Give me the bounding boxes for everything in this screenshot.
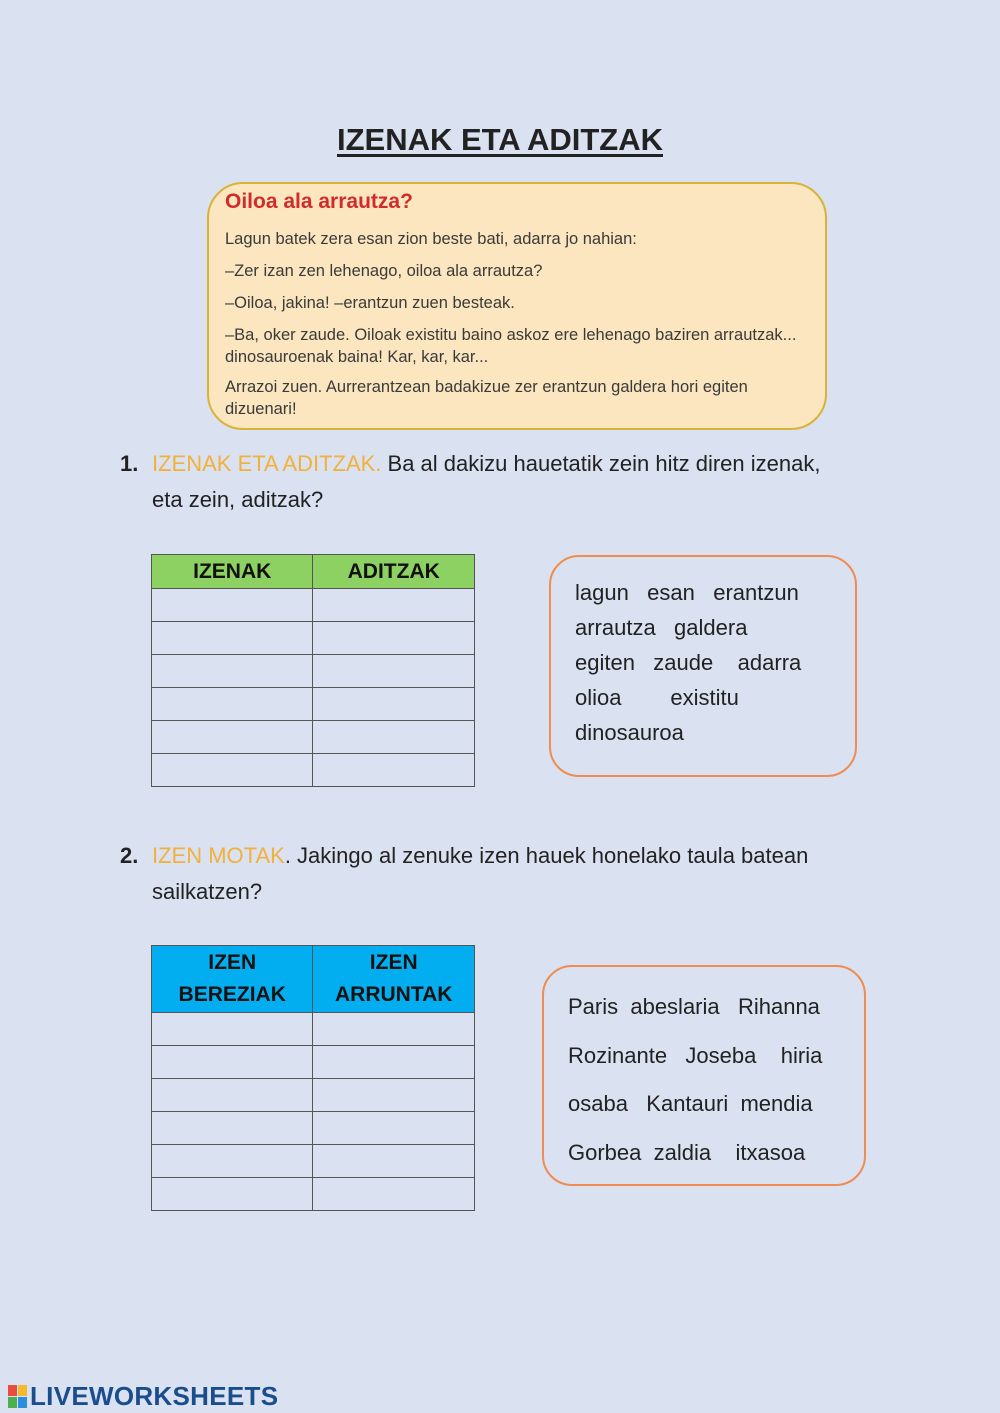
exercise1-text-line2: eta zein, aditzak? bbox=[152, 487, 324, 512]
word-bank-line: dinosauroa bbox=[575, 720, 684, 745]
answer-cell[interactable] bbox=[313, 1013, 475, 1046]
word-bank-2 bbox=[542, 965, 866, 1186]
word-bank-line: arrautza galdera bbox=[575, 615, 748, 640]
answer-cell[interactable] bbox=[152, 1145, 313, 1178]
story-line: –Zer izan zen lehenago, oiloa ala arrautza? bbox=[225, 262, 543, 280]
answer-cell[interactable] bbox=[313, 1112, 475, 1145]
exercise2-number: 2. bbox=[120, 843, 139, 868]
word-bank-line: Paris abeslaria Rihanna bbox=[568, 994, 820, 1019]
exercise2-text: . Jakingo al zenuke izen hauek honelako taula batean bbox=[284, 843, 809, 868]
table-header-izen-bereziak bbox=[152, 946, 313, 1013]
table-header-aditzak: ADITZAK bbox=[313, 555, 475, 589]
liveworksheets-logo[interactable] bbox=[8, 1381, 278, 1412]
answer-cell[interactable] bbox=[313, 589, 475, 622]
header-line: BEREZIAK bbox=[178, 983, 286, 1006]
answer-cell[interactable] bbox=[152, 688, 313, 721]
answer-cell[interactable] bbox=[152, 589, 313, 622]
table-row bbox=[152, 754, 475, 787]
answer-cell[interactable] bbox=[152, 1013, 313, 1046]
exercise1-highlight: IZENAK ETA ADITZAK. bbox=[152, 451, 382, 476]
header-line: ARRUNTAK bbox=[335, 983, 453, 1006]
story-box bbox=[207, 182, 827, 430]
answer-cell[interactable] bbox=[313, 1145, 475, 1178]
table-row bbox=[152, 1178, 475, 1211]
page-title: IZENAK ETA ADITZAK bbox=[336, 122, 664, 157]
table-row bbox=[152, 1013, 475, 1046]
answer-cell[interactable] bbox=[152, 1112, 313, 1145]
exercise2-highlight: IZEN MOTAK bbox=[152, 843, 285, 868]
exercise2-question bbox=[120, 838, 900, 910]
word-bank-line: egiten zaude adarra bbox=[575, 650, 802, 675]
table-row bbox=[152, 655, 475, 688]
answer-cell[interactable] bbox=[152, 1178, 313, 1211]
nouns-verbs-table bbox=[151, 554, 475, 787]
answer-cell[interactable] bbox=[313, 622, 475, 655]
answer-cell[interactable] bbox=[313, 1046, 475, 1079]
answer-cell[interactable] bbox=[313, 1178, 475, 1211]
table-row bbox=[152, 1046, 475, 1079]
header-line: IZEN bbox=[369, 951, 418, 974]
word-bank-line: Rozinante Joseba hiria bbox=[568, 1042, 823, 1068]
table-row bbox=[152, 688, 475, 721]
answer-cell[interactable] bbox=[152, 1046, 313, 1079]
word-bank-line: olioa existitu bbox=[575, 685, 739, 710]
story-line: Arrazoi zuen. Aurrerantzean badakizue zer erantzun galdera hori egiten dizuenari! bbox=[225, 378, 748, 418]
logo-icon bbox=[8, 1385, 27, 1408]
table-header-izen-arruntak bbox=[313, 946, 475, 1013]
word-bank-1 bbox=[549, 555, 857, 777]
table-row bbox=[152, 721, 475, 754]
logo-text: LIVEWORKSHEETS bbox=[30, 1381, 279, 1411]
exercise1-text: Ba al dakizu hauetatik zein hitz diren izenak, bbox=[381, 451, 821, 476]
answer-cell[interactable] bbox=[152, 622, 313, 655]
table-row bbox=[152, 1145, 475, 1178]
header-line: IZEN bbox=[208, 951, 257, 974]
story-line: –Ba, oker zaude. Oiloak existitu baino askoz ere lehenago baziren arrautzak... dinosauroenak baina! Kar, kar, kar... bbox=[225, 326, 797, 366]
answer-cell[interactable] bbox=[152, 721, 313, 754]
exercise2-text-line2: sailkatzen? bbox=[152, 879, 263, 904]
word-bank-line: lagun esan erantzun bbox=[575, 580, 799, 605]
exercise1-number: 1. bbox=[120, 451, 139, 476]
answer-cell[interactable] bbox=[313, 721, 475, 754]
noun-types-table bbox=[151, 945, 475, 1211]
word-bank-line: Gorbea zaldia itxasoa bbox=[568, 1139, 806, 1165]
answer-cell[interactable] bbox=[152, 655, 313, 688]
exercise1-question bbox=[120, 446, 900, 518]
word-bank-line: osaba Kantauri mendia bbox=[568, 1091, 813, 1116]
answer-cell[interactable] bbox=[313, 688, 475, 721]
story-line: –Oiloa, jakina! –erantzun zuen besteak. bbox=[225, 294, 515, 312]
answer-cell[interactable] bbox=[313, 754, 475, 787]
story-line: Lagun batek zera esan zion beste bati, adarra jo nahian: bbox=[225, 230, 637, 248]
table-row bbox=[152, 589, 475, 622]
answer-cell[interactable] bbox=[313, 655, 475, 688]
story-heading: Oiloa ala arrautza? bbox=[225, 190, 413, 213]
table-row bbox=[152, 622, 475, 655]
table-header-izenak: IZENAK bbox=[152, 555, 313, 589]
answer-cell[interactable] bbox=[313, 1079, 475, 1112]
table-row bbox=[152, 1112, 475, 1145]
answer-cell[interactable] bbox=[152, 1079, 313, 1112]
table-row bbox=[152, 1079, 475, 1112]
answer-cell[interactable] bbox=[152, 754, 313, 787]
